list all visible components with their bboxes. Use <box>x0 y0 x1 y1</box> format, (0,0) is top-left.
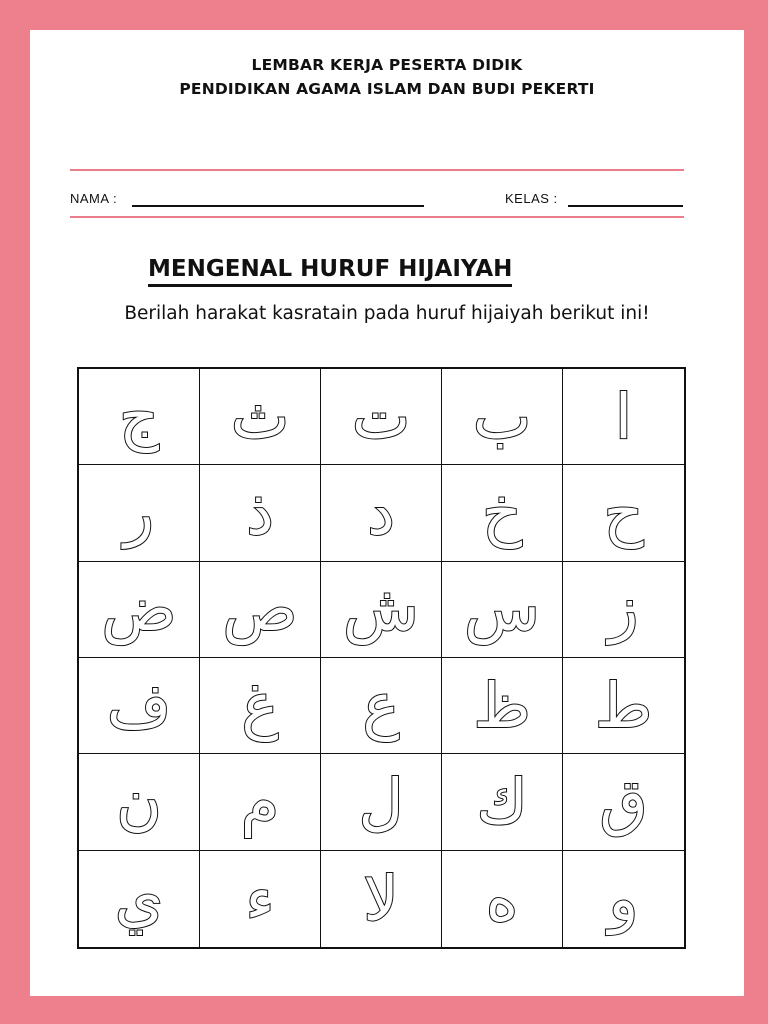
letter-cell[interactable] <box>200 369 321 465</box>
letter-cell[interactable] <box>442 369 563 465</box>
hijaiyah-letter: ا <box>614 379 633 453</box>
header-line-2: PENDIDIKAN AGAMA ISLAM DAN BUDI PEKERTI <box>179 80 595 98</box>
hijaiyah-letter: د <box>367 475 395 549</box>
hijaiyah-letter: س <box>464 572 540 646</box>
letter-cell[interactable] <box>200 465 321 561</box>
hijaiyah-letter: م <box>240 764 280 838</box>
letter-cell[interactable] <box>442 562 563 658</box>
hijaiyah-letter: و <box>608 861 639 935</box>
letter-cell[interactable] <box>79 562 200 658</box>
bottom-divider <box>70 216 684 218</box>
hijaiyah-letter: ص <box>222 572 298 646</box>
hijaiyah-letter: خ <box>481 475 523 549</box>
hijaiyah-letter: ع <box>362 668 400 742</box>
top-divider <box>70 169 684 171</box>
hijaiyah-letter: ح <box>603 475 644 549</box>
letter-cell[interactable] <box>79 754 200 850</box>
letter-cell[interactable] <box>321 562 442 658</box>
letter-cell[interactable] <box>442 465 563 561</box>
hijaiyah-letter: ط <box>594 668 653 742</box>
name-field[interactable] <box>132 205 424 207</box>
class-field[interactable] <box>568 205 683 207</box>
hijaiyah-letter: ض <box>101 572 177 646</box>
letter-cell[interactable] <box>442 754 563 850</box>
name-label: NAMA : <box>70 191 118 206</box>
letter-cell[interactable] <box>563 851 684 947</box>
hijaiyah-letter: ر <box>124 475 154 549</box>
hijaiyah-letter: ء <box>245 861 275 935</box>
letter-cell[interactable] <box>563 465 684 561</box>
hijaiyah-letter: ه <box>485 861 519 935</box>
hijaiyah-letter: ت <box>351 379 411 453</box>
worksheet-title: MENGENAL HURUF HIJAIYAH <box>148 254 512 287</box>
letter-cell[interactable] <box>321 851 442 947</box>
worksheet-page <box>30 30 744 996</box>
header-line-1: LEMBAR KERJA PESERTA DIDIK <box>251 56 523 74</box>
letter-cell[interactable] <box>563 562 684 658</box>
letter-cell[interactable] <box>79 465 200 561</box>
letter-cell[interactable] <box>79 658 200 754</box>
letter-cell[interactable] <box>563 754 684 850</box>
letter-cell[interactable] <box>79 369 200 465</box>
hijaiyah-letter: ظ <box>473 668 531 742</box>
letter-cell[interactable] <box>200 562 321 658</box>
hijaiyah-letter: لا <box>363 861 399 935</box>
hijaiyah-letter: ث <box>230 379 290 453</box>
letter-cell[interactable] <box>321 754 442 850</box>
letter-cell[interactable] <box>200 658 321 754</box>
letter-cell[interactable] <box>321 658 442 754</box>
hijaiyah-letter: ش <box>343 572 419 646</box>
hijaiyah-letter: ذ <box>246 475 274 549</box>
hijaiyah-letter: ف <box>106 668 172 742</box>
letter-cell[interactable] <box>79 851 200 947</box>
hijaiyah-letter: ز <box>608 572 639 646</box>
letter-grid <box>77 367 686 949</box>
letter-cell[interactable] <box>442 851 563 947</box>
hijaiyah-letter: ل <box>358 764 404 838</box>
letter-cell[interactable] <box>200 851 321 947</box>
instruction-text: Berilah harakat kasratain pada huruf hijaiyah berikut ini! <box>124 303 650 324</box>
letter-cell[interactable] <box>321 465 442 561</box>
hijaiyah-letter: ق <box>599 764 648 838</box>
letter-cell[interactable] <box>563 369 684 465</box>
letter-cell[interactable] <box>563 658 684 754</box>
hijaiyah-letter: ن <box>116 764 162 838</box>
hijaiyah-letter: ب <box>472 379 532 453</box>
hijaiyah-letter: ج <box>118 379 160 453</box>
letter-cell[interactable] <box>442 658 563 754</box>
class-label: KELAS : <box>505 191 558 206</box>
hijaiyah-letter: ي <box>114 861 164 935</box>
hijaiyah-letter: ك <box>476 764 528 838</box>
hijaiyah-letter: غ <box>241 668 279 742</box>
letter-cell[interactable] <box>321 369 442 465</box>
letter-cell[interactable] <box>200 754 321 850</box>
